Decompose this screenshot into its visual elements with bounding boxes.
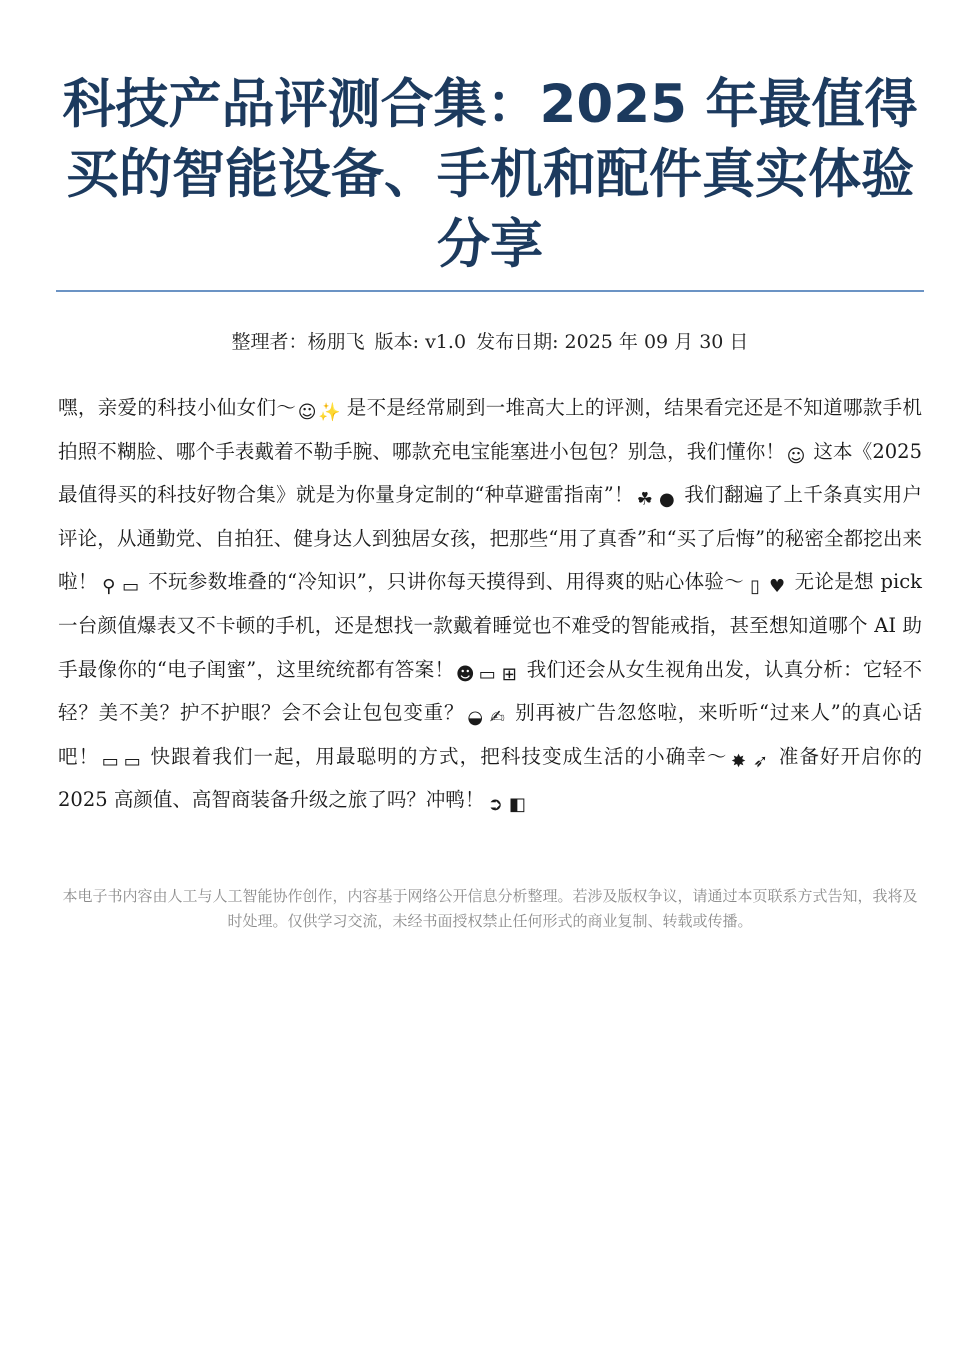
speech-bubble-icon: ▭ [478,663,496,685]
paragraph-text: 快跟着我们一起，用最聪明的方式，把科技变成生活的小确幸～ [143,744,728,768]
compiler-label: 整理者： [231,331,308,353]
shopping-bags-icon: ◧ [508,794,526,816]
handbag-icon: ◒ [467,707,484,729]
paragraph-text: 准备好开启你的 2025 高颜值、高智商装备升级之旅了吗？冲鸭！ [58,744,922,812]
rocket-icon: ➶ [752,750,769,772]
paragraph-text: 无论是想 pick 一台颜值爆表又不卡顿的手机，还是想找一款戴着睡觉也不难受的智能戒指，甚至想知道哪个 AI 助手最像你的“电子闺蜜”，这里统统都有答案！ [58,570,923,681]
compiler-name: 杨朋飞 [307,331,365,353]
document-meta [56,326,924,358]
date-label: 发布日期: [476,331,559,353]
gift-icon: ⊞ [501,663,517,685]
document-title: 科技产品评测合集：2025 年最值得买的智能设备、手机和配件真实体验分享 [62,74,918,275]
collision-star-icon: ✸ [730,750,747,772]
seedling-icon: ☘ [636,489,653,511]
publish-date: 2025 年 09 月 30 日 [564,331,749,353]
copyright-notice: 本电子书内容由人工与人工智能协作创作，内容基于网络公开信息分析整理。若涉及版权争议，请通过本页联系方式告知，我将及时处理。仅供学习交流，未经书面授权禁止任何形式的商业复制、转载或传播。 [62,887,918,930]
wink-face-icon: ☺ [786,445,806,467]
paragraph-text: 不玩参数堆叠的“冷知识”，只讲你每天摸得到、用得爽的贴心体验～ [141,570,745,594]
sparkles-icon: ✨ [318,402,341,423]
bomb-icon: ● [658,489,675,511]
intro-paragraph [58,386,922,822]
paragraph-text: 嘿，亲爱的科技小仙女们～ [58,396,297,419]
paragraph-text: 我们翻遍了上千条真实用户评论，从通勤党、自拍狂、健身达人到独居女孩，把那些“用了真香”和“买了后悔”的秘密全都挖出来啦！ [58,483,922,594]
title-divider [56,290,924,292]
version-label: 版本: [374,331,420,353]
paragraph-text: 别再被广告忽悠啦，来听听“过来人”的真心话吧！ [58,701,922,768]
paragraph-text: 这本《2025 最值得买的科技好物合集》就是为你量身定制的“种草避雷指南”！ [58,439,922,507]
dash-icon: ➲ [487,794,503,816]
speech-bubble-icon: ▭ [101,750,119,772]
writing-hand-icon: ✍ [489,707,505,729]
magnifier-icon: ⚲ [102,576,116,598]
robot-icon: ☻ [455,663,475,685]
paragraph-text: 是不是经常刷到一堆高大上的评测，结果看完还是不知道哪款手机拍照不糊脸、哪个手表戴着不勒手腕、哪款充电宝能塞进小包包？别急，我们懂你！ [58,396,922,463]
person-icon: ☺ [297,402,317,423]
speech-bubble-icon: ▭ [123,750,141,772]
speech-bubble-icon: ▭ [122,576,140,598]
sparkling-heart-icon: ♥ [769,576,786,598]
version-number: v1.0 [425,331,467,353]
paragraph-text: 我们还会从女生视角出发，认真分析：它轻不轻？美不美？护不护眼？会不会让包包变重？ [58,657,922,725]
mobile-phone-icon: ▯ [750,576,761,598]
